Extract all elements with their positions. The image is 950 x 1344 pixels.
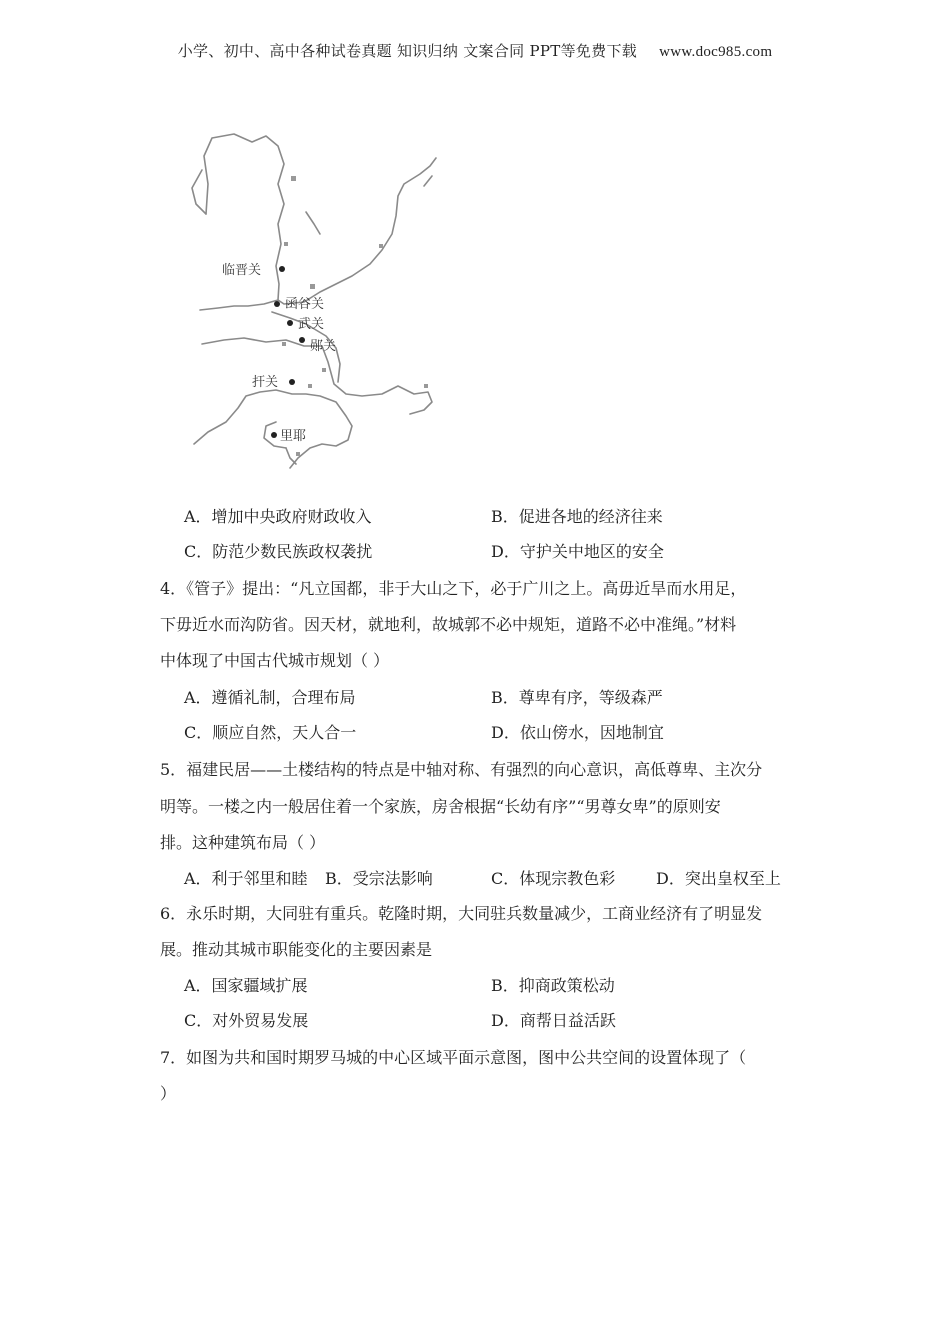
q3-option-c[interactable]: C．防范少数民族政权袭扰 [184,542,373,561]
q5-option-b[interactable]: B．受宗法影响 [325,869,433,888]
map-drawing [186,124,442,476]
map-label-linjinguan: 临晋关 [222,263,262,278]
q7-stem-line2: ） [160,1084,177,1103]
q6-option-d[interactable]: D．商帮日益活跃 [491,1011,616,1030]
q4-option-c[interactable]: C．顺应自然，天人合一 [184,723,357,742]
liye-dot [271,432,277,438]
q3-option-d[interactable]: D．守护关中地区的安全 [491,542,664,561]
yunguan-dot [299,337,305,343]
q5-stem-line3: 排。这种建筑布局（ ） [160,833,326,852]
map-label-yunguan: 郧关 [310,339,337,354]
q5-option-a[interactable]: A．利于邻里和睦 [184,869,308,888]
q6-option-b[interactable]: B．抑商政策松动 [491,976,615,995]
page-header [0,40,950,61]
q3-option-b[interactable]: B．促进各地的经济往来 [491,507,663,526]
map-label-wuguan: 武关 [298,317,325,332]
q7-stem-line1: 7．如图为共和国时期罗马城的中心区域平面示意图，图中公共空间的设置体现了（ [160,1048,747,1067]
q6-option-a[interactable]: A．国家疆域扩展 [184,976,308,995]
q5-stem-line1: 5．福建民居——土楼结构的特点是中轴对称、有强烈的向心意识，高低尊卑、主次分 [160,760,763,779]
hanguguan-dot [274,301,280,307]
map-label-liye: 里耶 [280,429,307,444]
linjinguan-dot [279,266,285,272]
q6-stem-line1: 6．永乐时期，大同驻有重兵。乾隆时期，大同驻兵数量减少，工商业经济有了明显发 [160,904,763,923]
q4-option-d[interactable]: D．依山傍水，因地制宜 [491,723,664,742]
q4-stem-line3: 中体现了中国古代城市规划（ ） [160,651,390,670]
q6-stem-line2: 展。推动其城市职能变化的主要因素是 [160,940,433,959]
wuguan-dot [287,320,293,326]
river-name-marks [282,176,428,456]
q5-option-c[interactable]: C．体现宗教色彩 [491,869,616,888]
map-label-hanguguan: 函谷关 [285,297,325,312]
q6-option-c[interactable]: C．对外贸易发展 [184,1011,309,1030]
q4-option-a[interactable]: A．遵循礼制，合理布局 [184,688,356,707]
map-label-hanguan: 扞关 [252,375,279,390]
q3-option-a[interactable]: A．增加中央政府财政收入 [184,507,372,526]
passes-map [186,124,442,476]
q5-option-d[interactable]: D．突出皇权至上 [656,869,781,888]
header-text: 小学、初中、高中各种试卷真题 知识归纳 文案合同 PPT等免费下载 [177,42,638,60]
header-site: www.doc985.com [659,44,773,60]
q4-stem-line2: 下毋近水而沟防省。因天材，就地利，故城郭不必中规矩，道路不必中准绳。”材料 [160,615,737,634]
q5-stem-line2: 明等。一楼之内一般居住着一个家族，房舍根据“长幼有序”“男尊女卑”的原则安 [160,797,721,816]
hanguan-dot [289,379,295,385]
q4-option-b[interactable]: B．尊卑有序，等级森严 [491,688,663,707]
q4-stem-line1: 4．《管子》提出：“凡立国都，非于大山之下，必于广川之上。高毋近旱而水用足， [160,579,747,598]
